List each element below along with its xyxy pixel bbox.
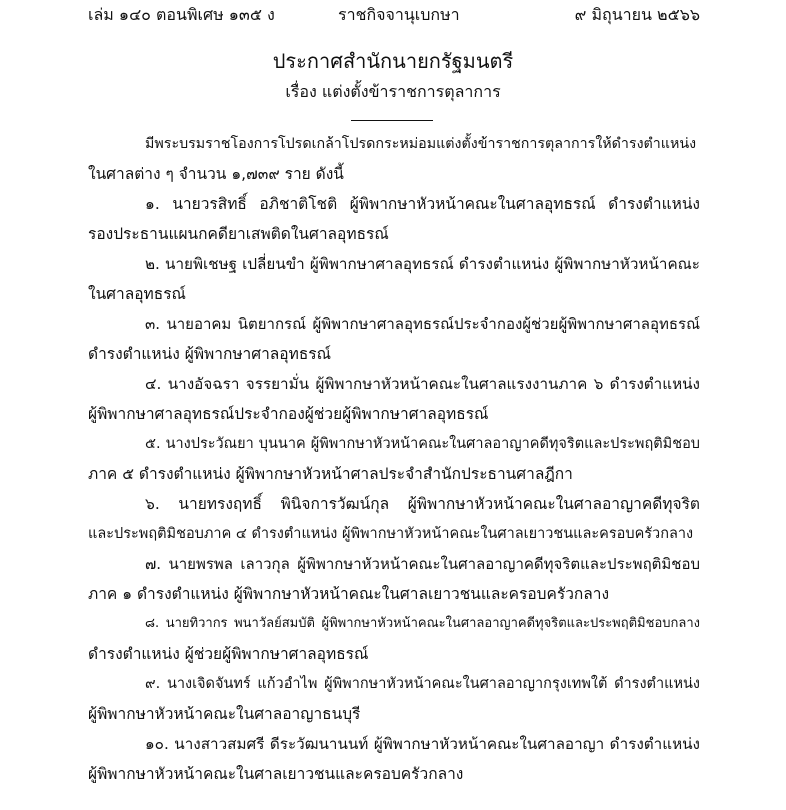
announcement-title: ประกาศสำนักนายกรัฐมนตรี bbox=[272, 49, 514, 73]
body-line: ๒. นายพิเชษฐ เปลี่ยนขำ ผู้พิพากษาศาลอุทธรณ์ ดำรงตำแหน่ง ผู้พิพากษาหัวหน้าคณะ bbox=[145, 255, 700, 273]
publication-date: ๙ มิถุนายน ๒๕๖๖ bbox=[574, 5, 700, 24]
body-line: ในศาลอุทธรณ์ bbox=[88, 285, 186, 303]
gazette-name: ราชกิจจานุเบกษา bbox=[338, 5, 460, 24]
page-header bbox=[88, 4, 700, 26]
body-line: ภาค ๑ ดำรงตำแหน่ง ผู้พิพากษาหัวหน้าคณะในศาลเยาวชนและครอบครัวกลาง bbox=[88, 585, 610, 603]
body-line: ดำรงตำแหน่ง ผู้พิพากษาศาลอุทธรณ์ bbox=[88, 345, 331, 363]
body-line: ๕. นางประวัณยา บุนนาค ผู้พิพากษาหัวหน้าคณะในศาลอาญาคดีทุจริตและประพฤติมิชอบ bbox=[145, 436, 700, 452]
announcement-body bbox=[88, 129, 700, 789]
body-line: ๔. นางอัจฉรา จรรยามั่น ผู้พิพากษาหัวหน้าคณะในศาลแรงงานภาค ๖ ดำรงตำแหน่ง bbox=[145, 375, 700, 393]
body-line: ๗. นายพรพล เลาวกุล ผู้พิพากษาหัวหน้าคณะในศาลอาญาคดีทุจริตและประพฤติมิชอบ bbox=[145, 555, 700, 573]
body-line: ๖. นายทรงฤทธิ์ พินิจการวัฒน์กุล ผู้พิพากษาหัวหน้าคณะในศาลอาญาคดีทุจริต bbox=[145, 495, 700, 513]
body-line: ๑๐. นางสาวสมศรี ดีระวัฒนานนท์ ผู้พิพากษาหัวหน้าคณะในศาลอาญา ดำรงตำแหน่ง bbox=[145, 735, 700, 753]
body-line: ผู้พิพากษาหัวหน้าคณะในศาลอาญาธนบุรี bbox=[88, 705, 361, 723]
announcement-subject: เรื่อง แต่งตั้งข้าราชการตุลาการ bbox=[285, 82, 501, 101]
body-line: ภาค ๕ ดำรงตำแหน่ง ผู้พิพากษาหัวหน้าศาลประจำสำนักประธานศาลฎีกา bbox=[88, 465, 573, 483]
body-line: ผู้พิพากษาหัวหน้าคณะในศาลเยาวชนและครอบครัวกลาง bbox=[88, 765, 464, 783]
volume-issue: เล่ม ๑๔๐ ตอนพิเศษ ๑๓๕ ง bbox=[88, 5, 275, 24]
body-line: ๓. นายอาคม นิตยากรณ์ ผู้พิพากษาศาลอุทธรณ์ประจำกองผู้ช่วยผู้พิพากษาศาลอุทธรณ์ bbox=[145, 315, 700, 333]
body-line: รองประธานแผนกคดียาเสพติดในศาลอุทธรณ์ bbox=[88, 225, 389, 243]
body-line: และประพฤติมิชอบภาค ๔ ดำรงตำแหน่ง ผู้พิพากษาหัวหน้าคณะในศาลเยาวชนและครอบครัวกลาง bbox=[88, 526, 694, 542]
body-line: ๙. นางเจิดจันทร์ แก้วอำไพ ผู้พิพากษาหัวหน้าคณะในศาลอาญากรุงเทพใต้ ดำรงตำแหน่ง bbox=[145, 676, 700, 692]
body-line: มีพระบรมราชโองการโปรดเกล้าโปรดกระหม่อมแต่งตั้งข้าราชการตุลาการให้ดำรงตำแหน่ง bbox=[145, 136, 697, 152]
body-line: ผู้พิพากษาศาลอุทธรณ์ประจำกองผู้ช่วยผู้พิพากษาศาลอุทธรณ์ bbox=[88, 405, 489, 423]
body-line: ๘. นายทิวากร พนาวัลย์สมบัติ ผู้พิพากษาหัวหน้าคณะในศาลอาญาคดีทุจริตและประพฤติมิชอบกลาง bbox=[145, 616, 700, 631]
body-line: ดำรงตำแหน่ง ผู้ช่วยผู้พิพากษาศาลอุทธรณ์ bbox=[88, 645, 369, 663]
body-line: ในศาลต่าง ๆ จำนวน ๑,๗๓๙ ราย ดังนี้ bbox=[88, 165, 344, 183]
body-line: ๑. นายวรสิทธิ์ อภิชาติโชติ ผู้พิพากษาหัวหน้าคณะในศาลอุทธรณ์ ดำรงตำแหน่ง bbox=[145, 195, 700, 213]
title-divider bbox=[351, 120, 433, 121]
